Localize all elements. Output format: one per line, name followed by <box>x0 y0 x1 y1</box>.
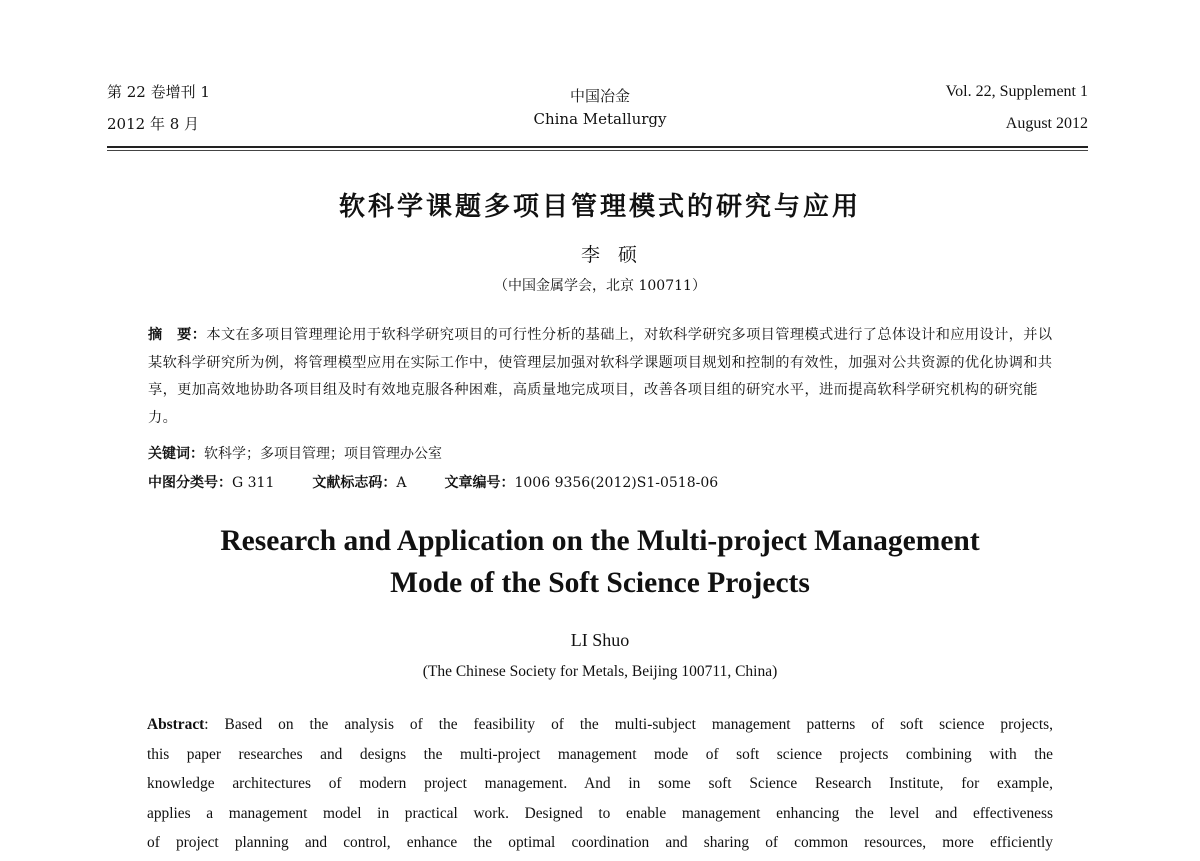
affiliation-en: (The Chinese Society for Metals, Beijing 100711, China) <box>422 663 778 680</box>
paper-title-en-line2: Mode of the Soft Science Projects <box>390 567 810 599</box>
article-number-label: 文章编号： <box>444 475 515 491</box>
affiliation-cn: （中国金属学会，北京 100711） <box>494 278 706 294</box>
author-cn: 李硕 <box>580 244 655 266</box>
paper-title-en <box>0 520 1200 604</box>
abstract-en-line: of project planning and control, enhance the optimal coordination and sharing of common resources, more efficiently <box>147 834 1053 851</box>
abstract-cn-text: 本文在多项目管理理论用于软科学研究项目的可行性分析的基础上，对软科学研究多项目管理模式进行了总体设计和应用设计，并以某软科学研究所为例，将管理模型应用在实际工作中，使管理层加强对软科学课题项目规划和控制的有效性，加强对公共资源的优化协调和共享，更加高效地协助各项目组及时有效地克服各种困难，高质量地完成项目，改善各项目组的研究水平，进而提高软科学研究机构的研究能力。 <box>148 327 1053 426</box>
abstract-en-line: knowledge architectures of modern project management. And in some soft Science Research Institute, for example, <box>147 775 1053 792</box>
clc-value: G 311 <box>232 475 275 491</box>
author-en: LI Shuo <box>570 630 630 650</box>
volume-issue-en: Vol. 22, Supplement 1 <box>945 83 1088 100</box>
volume-issue-cn: 第 22 卷增刊 1 <box>107 83 210 101</box>
document-code-label: 文献标志码： <box>312 475 397 491</box>
paper-title-cn: 软科学课题多项目管理模式的研究与应用 <box>338 192 861 222</box>
abstract-en-label: Abstract <box>147 716 205 733</box>
journal-name-en: China Metallurgy <box>533 110 667 128</box>
abstract-en-line: this paper researches and designs the multi-project management mode of soft science projects combining with the <box>147 745 1053 763</box>
document-code-value: A <box>396 475 407 491</box>
keywords-cn-text: 软科学；多项目管理；项目管理办公室 <box>204 446 442 462</box>
publication-date-en: August 2012 <box>1005 115 1088 132</box>
journal-name-cn: 中国冶金 <box>569 87 630 105</box>
abstract-en-line: applies a management model in practical work. Designed to enable management enhancing the level and effectiveness <box>147 804 1053 822</box>
classification-line <box>148 472 718 492</box>
abstract-cn <box>148 322 1054 432</box>
abstract-en-text: : Based on the analysis of the feasibility of the multi-subject management patterns of soft science projects, <box>204 716 1053 733</box>
clc-label: 中图分类号： <box>148 475 232 491</box>
keywords-cn <box>148 443 442 463</box>
header-rule-thick <box>107 146 1088 148</box>
abstract-en <box>147 710 1053 858</box>
publication-date-cn: 2012 年 8 月 <box>107 115 200 133</box>
paper-title-en-line1: Research and Application on the Multi-project Management <box>220 525 980 557</box>
abstract-en-line <box>147 710 1053 740</box>
header-rule-thin <box>107 150 1088 151</box>
abstract-cn-label: 摘 要： <box>148 327 207 343</box>
article-number-value: 1006 9356(2012)S1-0518-06 <box>514 475 719 491</box>
keywords-cn-label: 关键词： <box>148 446 204 462</box>
